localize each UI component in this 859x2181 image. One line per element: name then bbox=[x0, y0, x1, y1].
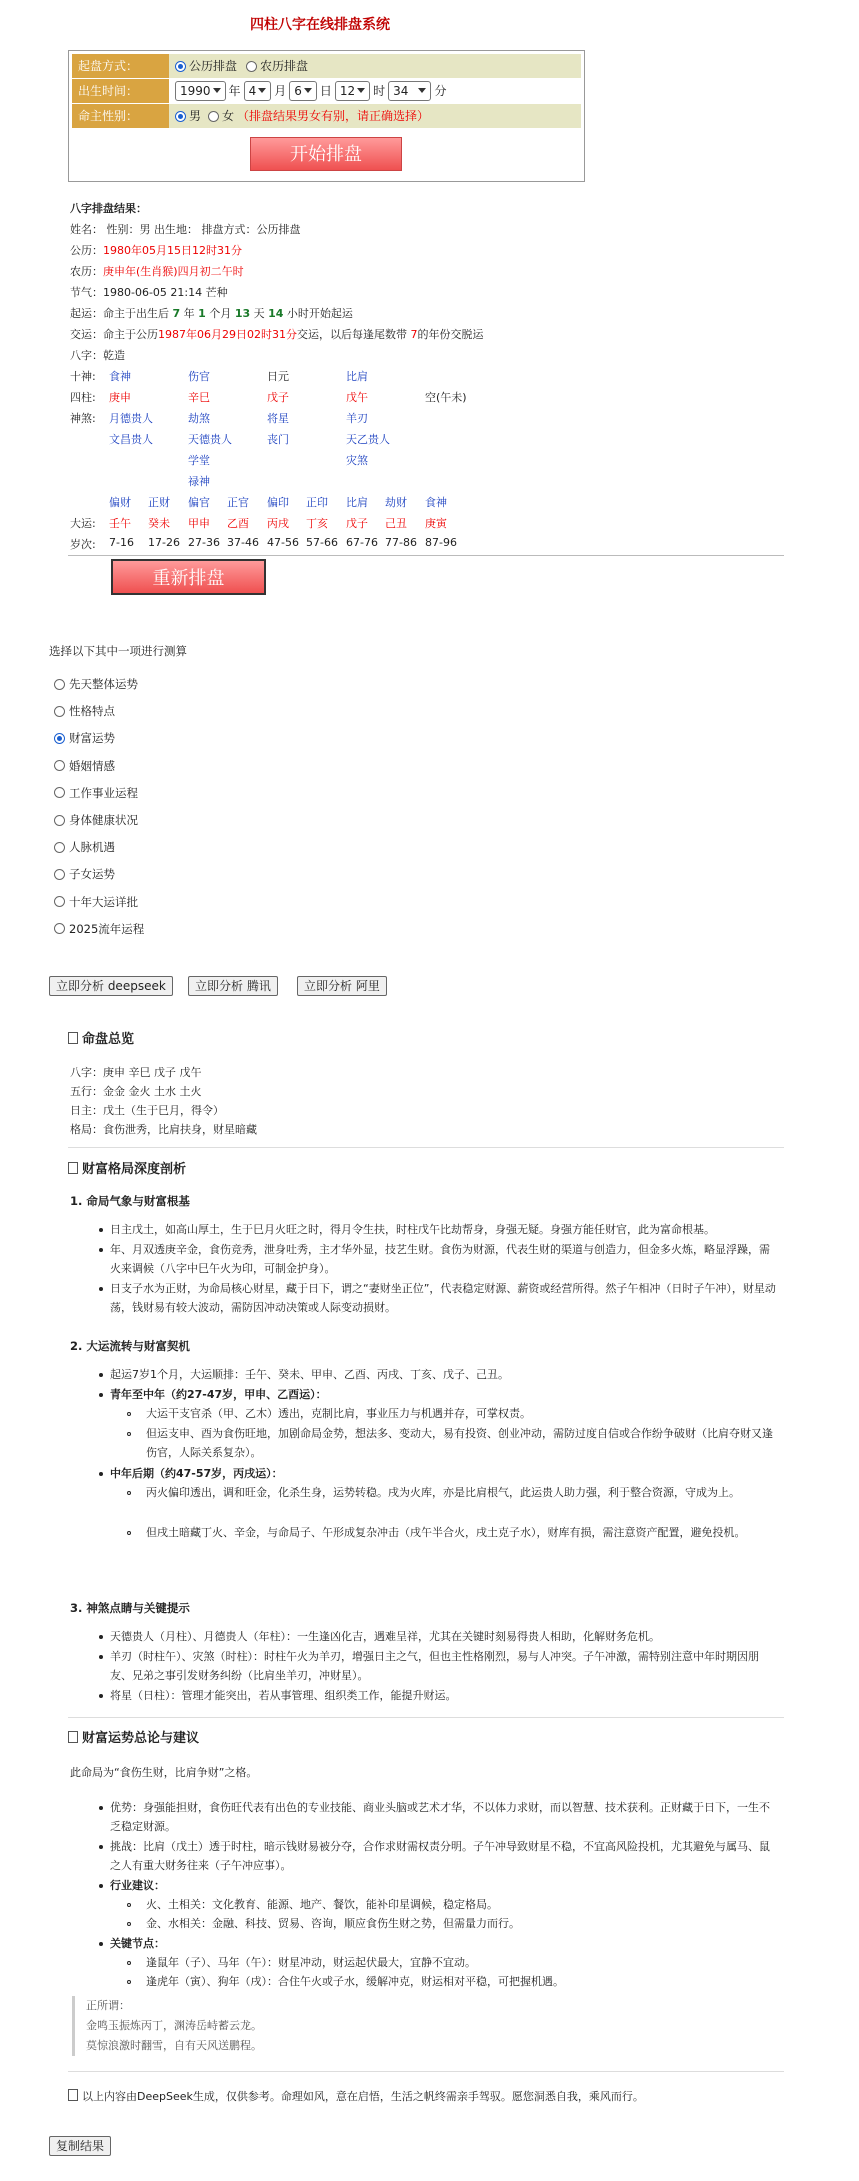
bullet-icon bbox=[99, 1635, 103, 1639]
start-button[interactable]: 开始排盘 bbox=[250, 137, 402, 171]
shensha-2-2: 天德贵人 bbox=[188, 433, 232, 446]
option-item[interactable] bbox=[54, 921, 144, 937]
option-label: 2025流年运程 bbox=[69, 921, 145, 936]
shensha-4-1: 羊刃 bbox=[346, 412, 368, 425]
option-label: 婚姻情感 bbox=[69, 758, 115, 773]
day-unit: 日 bbox=[319, 84, 332, 98]
dayun-pillar-1: 壬午 bbox=[109, 517, 131, 530]
shensha-3-2: 丧门 bbox=[267, 433, 289, 446]
option-label: 工作事业运程 bbox=[69, 785, 138, 800]
bullet-icon bbox=[99, 1694, 103, 1698]
divider bbox=[68, 2071, 784, 2072]
copy-result-button[interactable]: 复制结果 bbox=[49, 2136, 111, 2156]
day-select[interactable]: 6 bbox=[289, 81, 317, 101]
time-label: 出生时间： bbox=[72, 79, 169, 103]
shensha-2-4: 禄神 bbox=[188, 475, 210, 488]
divider bbox=[68, 555, 784, 556]
dayun-pillar-3: 甲申 bbox=[188, 517, 210, 530]
option-radio[interactable] bbox=[54, 842, 65, 853]
sizhu-1: 庚申 bbox=[109, 391, 131, 404]
dayun-god-5: 偏印 bbox=[267, 496, 289, 509]
dayun-pillar-7: 戊子 bbox=[346, 517, 368, 530]
dayun-pillar-4: 乙酉 bbox=[227, 517, 249, 530]
shensha-2-3: 学堂 bbox=[188, 454, 210, 467]
p2-bullet-3: 中年后期（约47-57岁，丙戌运）： bbox=[110, 1467, 283, 1480]
bullet-icon bbox=[99, 1228, 103, 1232]
gender-label: 命主性别： bbox=[72, 104, 169, 128]
option-label: 财富运势 bbox=[69, 731, 115, 746]
s3-bullet-3: 行业建议： bbox=[110, 1879, 165, 1892]
p2-sub-1: 大运干支官杀（甲、乙木）透出，克制比肩，事业压力与机遇并存，可掌权责。 bbox=[146, 1407, 531, 1420]
suici-label: 岁次: bbox=[70, 538, 96, 551]
suici-range-2: 17-26 bbox=[148, 536, 180, 549]
s3-sub-1: 火、土相关：文化教育、能源、地产、餐饮，能补印星调候，稳定格局。 bbox=[146, 1898, 498, 1911]
option-label: 十年大运详批 bbox=[69, 894, 138, 909]
sizhu-3: 戊子 bbox=[267, 391, 289, 404]
month-select[interactable]: 4 bbox=[244, 81, 272, 101]
analyze-deepseek-button[interactable]: 立即分析 deepseek bbox=[49, 976, 173, 996]
hour-unit: 时 bbox=[373, 84, 386, 98]
reset-button[interactable]: 重新排盘 bbox=[111, 559, 266, 595]
option-item[interactable] bbox=[54, 758, 115, 774]
gongli-label: 公历： bbox=[70, 244, 103, 257]
section-wealth-title: 财富格局深度剖析 bbox=[68, 1158, 186, 1177]
sub-bullet-icon bbox=[127, 1980, 131, 1984]
kong-value: 空(午未) bbox=[425, 391, 467, 404]
poem-line-2: 莫惊浪激时翻雪，自有天风送鹏程。 bbox=[86, 2039, 262, 2052]
result-heading: 八字排盘结果： bbox=[70, 202, 147, 215]
option-item[interactable] bbox=[54, 839, 115, 855]
p3-bullet-2: 羊刃（时柱午）、灾煞（时柱）：时柱午火为羊刃，增强日主之气，但也主性格刚烈，易与人冲突。子午冲激，需特别注意中年时期因朋友、兄弟之事引发财务纠纷（比肩坐羊刃，冲财星）。 bbox=[110, 1650, 759, 1682]
jieqi-label: 节气： bbox=[70, 286, 103, 299]
qiyun-line: 起运：命主于出生后 7 年 1 个月 13 天 14 小时开始起运 bbox=[70, 307, 353, 320]
p2-title: 2. 大运流转与财富契机 bbox=[70, 1339, 190, 1353]
option-label: 身体健康状况 bbox=[69, 813, 138, 827]
shishen-2: 伤官 bbox=[188, 370, 210, 383]
options-prompt: 选择以下其中一项进行测算 bbox=[49, 644, 187, 658]
sub-bullet-icon bbox=[127, 1432, 131, 1436]
suici-range-4: 37-46 bbox=[227, 536, 259, 549]
p3-title: 3. 神煞点睛与关键提示 bbox=[70, 1601, 190, 1615]
p1-title: 1. 命局气象与财富根基 bbox=[70, 1194, 190, 1208]
option-radio[interactable] bbox=[54, 923, 65, 934]
option-item[interactable] bbox=[54, 812, 138, 828]
male-radio[interactable] bbox=[175, 111, 186, 122]
nongli-radio[interactable] bbox=[246, 61, 257, 72]
dayun-god-4: 正官 bbox=[227, 496, 249, 509]
bullet-icon bbox=[99, 1472, 103, 1476]
option-item[interactable] bbox=[54, 703, 115, 719]
s3-bullet-4: 关键节点： bbox=[110, 1937, 165, 1950]
suici-range-7: 67-76 bbox=[346, 536, 378, 549]
dayun-god-3: 偏官 bbox=[188, 496, 210, 509]
square-icon bbox=[68, 1731, 78, 1743]
option-label: 性格特点 bbox=[69, 704, 115, 719]
paipan-form bbox=[68, 50, 585, 182]
option-label: 先天整体运势 bbox=[69, 677, 138, 691]
suici-range-9: 87-96 bbox=[425, 536, 457, 549]
shishen-4: 比肩 bbox=[346, 370, 368, 383]
jieqi-value: 1980-06-05 21:14 芒种 bbox=[103, 286, 228, 299]
option-label: 人脉机遇 bbox=[69, 840, 115, 855]
p2-sub-3: 丙火偏印透出，调和旺金，化杀生身，运势转稳。戌为火库，亦是比肩根气，此运贵人助力强，利于整合资源，守成为上。 bbox=[146, 1486, 740, 1499]
option-radio[interactable] bbox=[54, 733, 65, 744]
dayun-god-7: 比肩 bbox=[346, 496, 368, 509]
option-radio[interactable] bbox=[54, 896, 65, 907]
s3-sub-4: 逢虎年（寅）、狗年（戌）：合住午火或子水，缓解冲克，财运相对平稳，可把握机遇。 bbox=[146, 1975, 564, 1988]
dayun-pillar-5: 丙戌 bbox=[267, 517, 289, 530]
sub-bullet-icon bbox=[127, 1491, 131, 1495]
bullet-icon bbox=[99, 1287, 103, 1291]
shensha-label: 神煞: bbox=[70, 412, 96, 425]
name-line: 姓名： 性别：男 出生地： 排盘方式：公历排盘 bbox=[70, 223, 301, 236]
divider bbox=[68, 1147, 784, 1148]
dayun-pillar-2: 癸未 bbox=[148, 517, 170, 530]
option-item[interactable] bbox=[54, 676, 138, 692]
method-label: 起盘方式： bbox=[72, 54, 169, 78]
option-radio[interactable] bbox=[54, 815, 65, 826]
option-radio[interactable] bbox=[54, 760, 65, 771]
sub-bullet-icon bbox=[127, 1412, 131, 1416]
bullet-icon bbox=[99, 1655, 103, 1659]
analyze-tencent-button[interactable]: 立即分析 腾讯 bbox=[188, 976, 278, 996]
option-radio[interactable] bbox=[54, 787, 65, 798]
sub-bullet-icon bbox=[127, 1903, 131, 1907]
section-overview-title: 命盘总览 bbox=[68, 1028, 134, 1047]
suici-range-6: 57-66 bbox=[306, 536, 338, 549]
sizhu-2: 辛巳 bbox=[188, 391, 210, 404]
poem-line-1: 金鸣玉振炼丙丁，渊涛岳峙蓄云龙。 bbox=[86, 2019, 262, 2032]
dayun-pillar-9: 庚寅 bbox=[425, 517, 447, 530]
suici-range-5: 47-56 bbox=[267, 536, 299, 549]
male-label: 男 bbox=[189, 109, 202, 123]
bullet-icon bbox=[99, 1248, 103, 1252]
p1-bullet-2: 年、月双透庚辛金，食伤竞秀，泄身吐秀，主才华外显，技艺生财。食伤为财源，代表生财的渠道与创造力，但金多火炼，略显浮躁，需火来调候（八字中巳午火为印，可制金护身）。 bbox=[110, 1243, 770, 1275]
nongli-label: 农历排盘 bbox=[260, 59, 309, 73]
divider bbox=[68, 1717, 784, 1718]
square-icon bbox=[68, 1162, 78, 1174]
year-unit: 年 bbox=[228, 84, 241, 98]
option-radio[interactable] bbox=[54, 869, 65, 880]
bullet-icon bbox=[99, 1393, 103, 1397]
gender-row bbox=[72, 104, 581, 128]
p2-bullet-1: 起运7岁1个月，大运顺排：壬午、癸未、甲申、乙酉、丙戌、丁亥、戊子、己丑。 bbox=[110, 1368, 509, 1381]
dayun-god-2: 正财 bbox=[148, 496, 170, 509]
minute-select[interactable]: 34 bbox=[388, 81, 431, 101]
analyze-ali-button[interactable]: 立即分析 阿里 bbox=[297, 976, 387, 996]
nongli-label: 农历： bbox=[70, 265, 103, 278]
dayun-god-6: 正印 bbox=[306, 496, 328, 509]
female-label: 女 bbox=[222, 109, 235, 123]
dayun-pillar-6: 丁亥 bbox=[306, 517, 328, 530]
jiaoyun-line: 交运：命主于公历1987年06月29日02时31分交运，以后每逢尾数带 7的年份交脱运 bbox=[70, 328, 484, 341]
dayun-god-8: 劫财 bbox=[385, 496, 407, 509]
shishen-3: 日元 bbox=[267, 370, 289, 383]
quote-bar bbox=[72, 1996, 75, 2056]
hour-select[interactable]: 12 bbox=[335, 81, 370, 101]
page-title: 四柱八字在线排盘系统 bbox=[250, 17, 390, 33]
time-row bbox=[72, 79, 581, 103]
method-row bbox=[72, 54, 581, 78]
sizhu-label: 四柱: bbox=[70, 391, 96, 404]
shensha-4-3: 灾煞 bbox=[346, 454, 368, 467]
bullet-icon bbox=[99, 1942, 103, 1946]
nongli-value: 庚申年(生肖猴)四月初二午时 bbox=[103, 265, 244, 278]
s3-bullet-1: 优势：身强能担财，食伤旺代表有出色的专业技能、商业头脑或艺术才华，不以体力求财，而以智慧、技术获利。正财藏于日下，一生不乏稳定财源。 bbox=[110, 1801, 770, 1833]
option-radio[interactable] bbox=[54, 679, 65, 690]
dayun-label: 大运: bbox=[70, 517, 96, 530]
shensha-1-1: 月德贵人 bbox=[109, 412, 153, 425]
square-icon bbox=[68, 2089, 78, 2101]
overview-2: 五行：金金 金火 土水 土火 bbox=[70, 1085, 202, 1098]
poem-title: 正所谓： bbox=[86, 1999, 130, 2012]
option-radio[interactable] bbox=[54, 706, 65, 717]
suici-range-3: 27-36 bbox=[188, 536, 220, 549]
shishen-label: 十神: bbox=[70, 370, 96, 383]
dayun-god-9: 食神 bbox=[425, 496, 447, 509]
gongli-label: 公历排盘 bbox=[189, 59, 238, 73]
option-label: 子女运势 bbox=[69, 867, 115, 882]
option-item[interactable] bbox=[54, 785, 138, 801]
suici-range-1: 7-16 bbox=[109, 536, 134, 549]
p3-bullet-3: 将星（日柱）：管理才能突出，若从事管理、组织类工作，能提升财运。 bbox=[110, 1689, 457, 1702]
s3-sub-3: 逢鼠年（子）、马年（午）：财星冲动，财运起伏最大，宜静不宜动。 bbox=[146, 1956, 476, 1969]
sub-bullet-icon bbox=[127, 1531, 131, 1535]
gender-note: （排盘结果男女有别，请正确选择） bbox=[237, 109, 430, 123]
overview-4: 格局：食伤泄秀，比肩扶身，财星暗藏 bbox=[70, 1123, 257, 1136]
sub-bullet-icon bbox=[127, 1961, 131, 1965]
dayun-god-1: 偏财 bbox=[109, 496, 131, 509]
shensha-3-1: 将星 bbox=[267, 412, 289, 425]
bullet-icon bbox=[99, 1806, 103, 1810]
gongli-radio[interactable] bbox=[175, 61, 186, 72]
month-unit: 月 bbox=[274, 84, 287, 98]
bazi-line: 八字：乾造 bbox=[70, 349, 125, 362]
bullet-icon bbox=[99, 1845, 103, 1849]
summary-text: 此命局为“食伤生财，比肩争财”之格。 bbox=[70, 1766, 258, 1779]
female-radio[interactable] bbox=[208, 111, 219, 122]
square-icon bbox=[68, 1032, 78, 1044]
p2-sub-2: 但运支申、酉为食伤旺地，加剧命局金势，想法多、变动大，易有投资、创业冲动，需防过度自信或合作纷争破财（比肩夺财又逢伤官，人际关系复杂）。 bbox=[146, 1427, 773, 1459]
option-item[interactable] bbox=[54, 894, 138, 910]
bullet-icon bbox=[99, 1373, 103, 1377]
shensha-2-1: 劫煞 bbox=[188, 412, 210, 425]
shensha-1-2: 文昌贵人 bbox=[109, 433, 153, 446]
p1-bullet-1: 日主戊土，如高山厚土，生于巳月火旺之时，得月令生扶，时柱戊午比劫帮身，身强无疑。身强方能任财官，此为富命根基。 bbox=[110, 1223, 715, 1236]
overview-1: 八字：庚申 辛巳 戊子 戊午 bbox=[70, 1066, 202, 1079]
p3-bullet-1: 天德贵人（月柱）、月德贵人（年柱）：一生逢凶化吉，遇难呈祥，尤其在关键时刻易得贵人相助，化解财务危机。 bbox=[110, 1630, 660, 1643]
disclaimer: 以上内容由DeepSeek生成，仅供参考。命理如风，意在启悟，生活之帆终需亲手驾驭。愿您洞悉自我，乘风而行。 bbox=[68, 2087, 644, 2106]
sizhu-4: 戊午 bbox=[346, 391, 368, 404]
shensha-4-2: 天乙贵人 bbox=[346, 433, 390, 446]
p1-bullet-3: 日支子水为正财，为命局核心财星，藏于日下，谓之“妻财坐正位”，代表稳定财源、薪资或经营所得。然子午相冲（日时子午冲），财星动荡，钱财易有较大波动，需防因冲动决策或人际变动损财。 bbox=[110, 1282, 776, 1314]
year-select[interactable]: 1990 bbox=[175, 81, 226, 101]
suici-range-8: 77-86 bbox=[385, 536, 417, 549]
overview-3: 日主：戊土（生于巳月，得令） bbox=[70, 1104, 224, 1117]
p2-bullet-2: 青年至中年（约27-47岁，甲申、乙酉运）： bbox=[110, 1388, 327, 1401]
p2-sub-4: 但戌土暗藏丁火、辛金，与命局子、午形成复杂冲击（戌午半合火，戌土克子水），财库有损，需注意资产配置，避免投机。 bbox=[146, 1526, 746, 1539]
s3-sub-2: 金、水相关：金融、科技、贸易、咨询，顺应食伤生财之势，但需量力而行。 bbox=[146, 1917, 520, 1930]
option-item[interactable] bbox=[54, 730, 115, 746]
sub-bullet-icon bbox=[127, 1922, 131, 1926]
shishen-1: 食神 bbox=[109, 370, 131, 383]
bullet-icon bbox=[99, 1884, 103, 1888]
option-item[interactable] bbox=[54, 866, 115, 882]
s3-bullet-2: 挑战：比肩（戊土）透于时柱，暗示钱财易被分夺，合作求财需权责分明。子午冲导致财星不稳，不宜高风险投机，尤其避免与属马、鼠之人有重大财务往来（子午冲应事）。 bbox=[110, 1840, 770, 1872]
minute-unit: 分 bbox=[434, 84, 447, 98]
section-summary-title: 财富运势总论与建议 bbox=[68, 1727, 199, 1746]
gongli-value: 1980年05月15日12时31分 bbox=[103, 244, 242, 257]
dayun-pillar-8: 己丑 bbox=[385, 517, 407, 530]
